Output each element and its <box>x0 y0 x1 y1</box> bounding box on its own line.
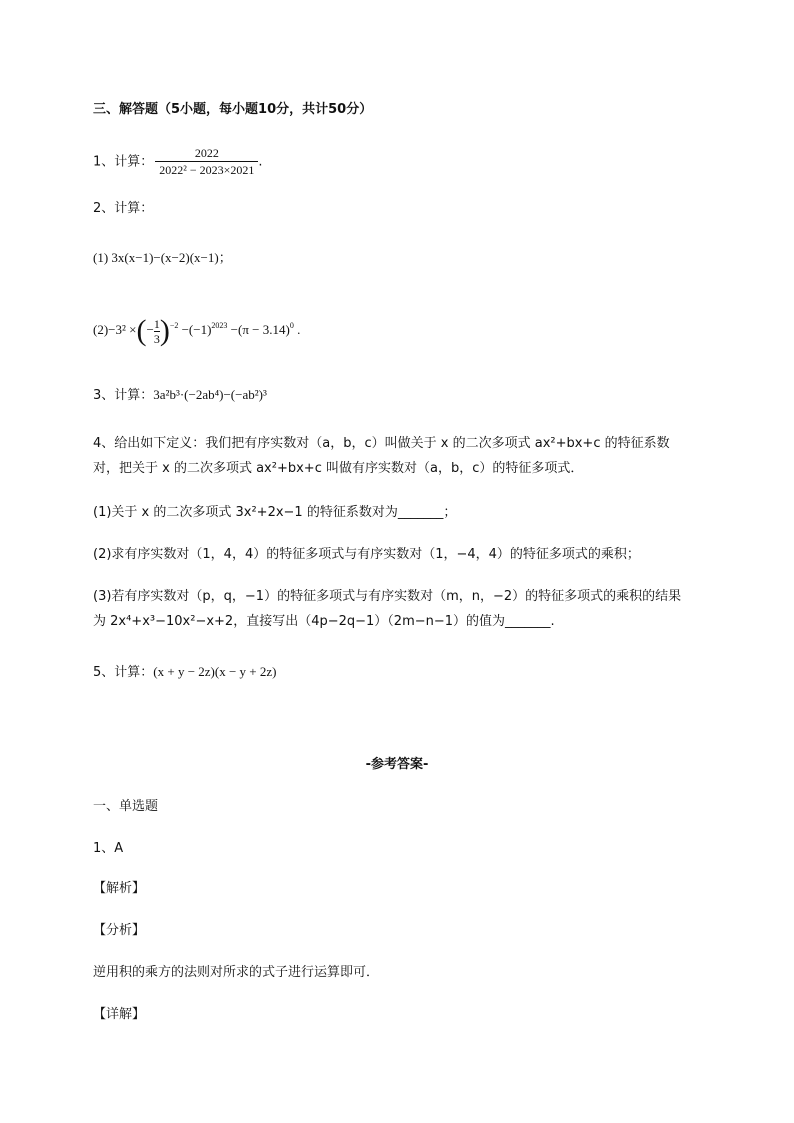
exponent-2023: 2023 <box>211 321 228 330</box>
expr-term-b: −(−1) <box>181 322 212 337</box>
question-3-prefix: 3、计算： <box>93 388 154 403</box>
exponent-0: 0 <box>289 321 294 330</box>
question-2-part-1: (1) 3x(x−1)−(x−2)(x−1)； <box>93 250 232 265</box>
question-4-line-1: 4、给出如下定义：我们把有序实数对（a，b，c）叫做关于 x 的二次多项式 ax²+bx+c 的特征系数 <box>93 436 670 451</box>
part-label: (2) <box>93 322 109 337</box>
question-2-intro: 2、计算： <box>93 201 154 216</box>
expr-term-a: −3² × <box>108 322 137 337</box>
answers-section-heading: 一、单选题 <box>93 799 159 814</box>
question-4-line-2: 对，把关于 x 的二次多项式 ax²+bx+c 叫做有序实数对（a，b，c）的特征多项式． <box>93 461 584 476</box>
minus-sign: − <box>146 322 154 337</box>
question-1-suffix: . <box>258 154 263 170</box>
left-paren: ( <box>136 314 147 348</box>
answers-title: -参考答案- <box>365 757 429 772</box>
question-4-part-2: (2)求有序实数对（1，4，4）的特征多项式与有序实数对（1，−4，4）的特征多项式的乘积； <box>93 547 640 562</box>
question-3 <box>93 385 267 406</box>
exponent-neg2: −2 <box>169 321 179 330</box>
question-4-part-3-line-2: 为 2x⁴+x³−10x²−x+2，直接写出（4p−2q−1）（2m−n−1）的值为_______. <box>93 614 555 629</box>
expr-end: . <box>297 322 301 337</box>
fraction-denominator: 2022² − 2023×2021 <box>155 161 258 178</box>
fenxi-text: 逆用积的乘方的法则对所求的式子进行运算即可． <box>93 965 380 980</box>
question-4-part-1: (1)关于 x 的二次多项式 3x²+2x−1 的特征系数对为_______； <box>93 505 457 520</box>
frac-den: 3 <box>153 331 160 346</box>
answer-1: 1、A <box>93 841 124 856</box>
fenxi-label: 【分析】 <box>93 923 146 938</box>
expr-term-c: −(π − 3.14) <box>230 322 290 337</box>
fraction-numerator: 2022 <box>194 146 219 160</box>
analysis-label: 【解析】 <box>93 881 146 896</box>
question-5-expression: (x + y − 2z)(x − y + 2z) <box>153 664 277 679</box>
right-paren: ) <box>159 314 170 348</box>
frac-num: 1 <box>153 316 160 331</box>
question-1 <box>93 146 263 178</box>
question-1-fraction <box>155 146 258 178</box>
question-1-prefix: 1、计算： <box>93 154 154 170</box>
question-2-part-2 <box>93 313 300 347</box>
question-5-prefix: 5、计算： <box>93 665 154 680</box>
section-heading: 三、解答题（5小题，每小题10分，共计50分） <box>93 102 373 117</box>
question-4-part-3-line-1: (3)若有序实数对（p，q，−1）的特征多项式与有序实数对（m，n，−2）的特征多项式的乘积的结果 <box>93 589 682 604</box>
detail-label: 【详解】 <box>93 1007 146 1022</box>
question-3-expression: 3a²b³·(−2ab⁴)−(−ab²)³ <box>153 387 267 402</box>
question-5 <box>93 662 276 683</box>
